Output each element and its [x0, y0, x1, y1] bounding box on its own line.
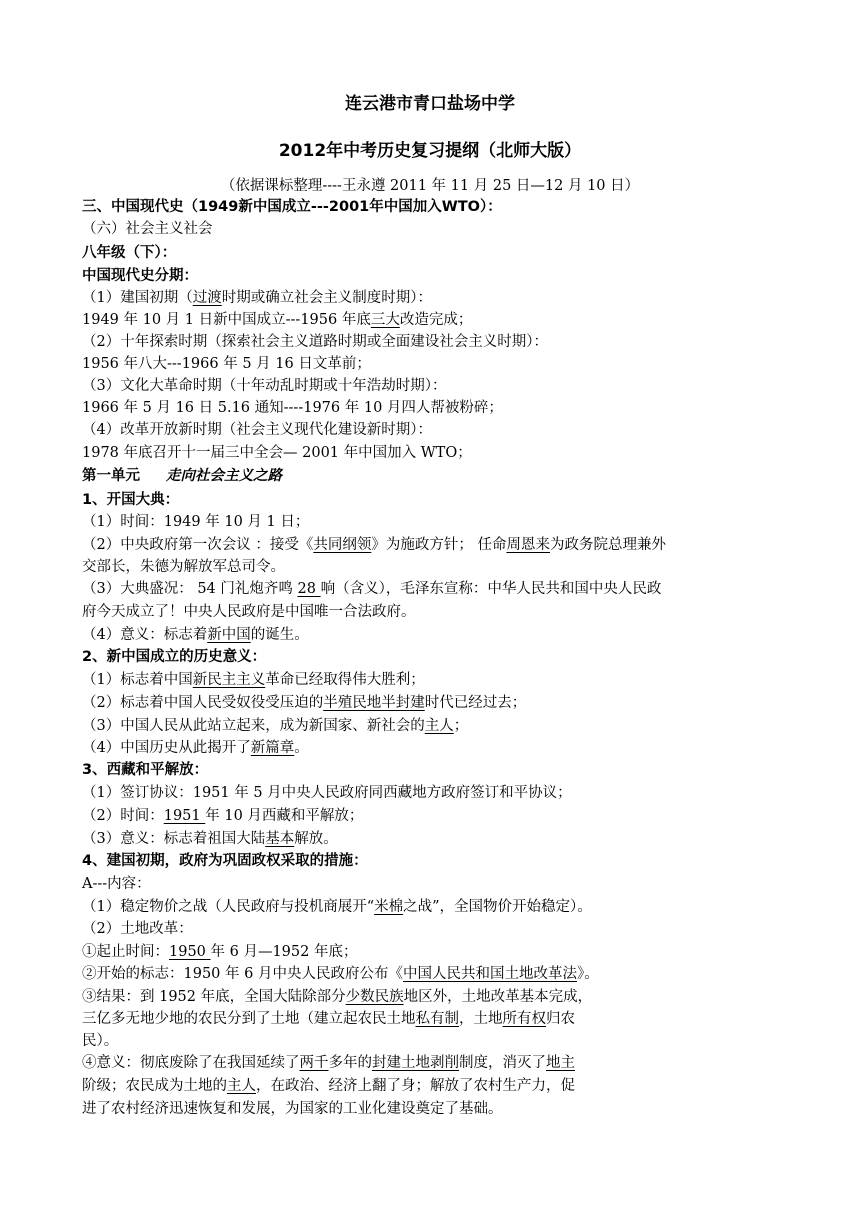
text-line: （1）稳定物价之战（人民政府与投机商展开“米棉之战”，全国物价开始稳定）。 [82, 899, 592, 915]
text-line: （4）改革开放新时期（社会主义现代化建设新时期）： [82, 422, 432, 438]
item-heading: 1、开国大典： [82, 492, 180, 508]
text-line: 民）。 [82, 1033, 119, 1049]
document-title: 2012年中考历史复习提纲（北师大版） [278, 141, 582, 161]
item-heading: 4、建国初期，政府为巩固政权采取的措施： [82, 853, 368, 869]
text-line: ④意义：彻底废除了在我国延续了两千多年的封建土地剥削制度，消灭了地主 [82, 1055, 575, 1071]
unit-heading: 第一单元 走向社会主义之路 [82, 468, 282, 484]
text-line: ②开始的标志：1950 年 6 月中央人民政府公布《中国人民共和国土地改革法》。 [82, 966, 599, 982]
text-line: （1）建国初期（过渡时期或确立社会主义制度时期）： [82, 290, 432, 306]
text-line: （3）意义：标志着祖国大陆基本解放。 [82, 831, 338, 847]
text-line: 阶级；农民成为土地的主人，在政治、经济上翻了身；解放了农村生产力，促 [82, 1078, 575, 1094]
text-line: （4）中国历史从此揭开了新篇章。 [82, 740, 309, 756]
text-line: 府今天成立了！中央人民政府是中国唯一合法政府。 [82, 604, 416, 620]
text-line: ①起止时间：1950 年 6 月—1952 年底； [82, 944, 358, 960]
text-line: （3）文化大革命时期（十年动乱时期或十年浩劫时期）： [82, 378, 447, 394]
text-line: （2）时间：1951 年 10 月西藏和平解放； [82, 808, 364, 824]
text-line: （3）中国人民从此站立起来，成为新国家、新社会的主人； [82, 718, 469, 734]
subsection-heading: （六）社会主义社会 [82, 221, 213, 237]
text-line: （4）意义：标志着新中国的诞生。 [82, 627, 309, 643]
text-line: 三亿多无地少地的农民分到了土地（建立起农民土地私有制，土地所有权归农 [82, 1011, 575, 1027]
text-line: （2）标志着中国人民受奴役受压迫的半殖民地半封建时代已经过去； [82, 695, 527, 711]
text-line: （3）大典盛况： 54 门礼炮齐鸣 28 响（含义），毛泽东宣称：中华人民共和国中央人民政 [82, 581, 662, 597]
text-line: 1978 年底召开十一届三中全会— 2001 年中国加入 WTO； [82, 445, 472, 461]
text-line: （2）土地改革： [82, 921, 193, 937]
text-line: ③结果：到 1952 年底，全国大陆除部分少数民族地区外，土地改革基本完成， [82, 989, 593, 1005]
text-line: （1）时间：1949 年 10 月 1 日； [82, 514, 310, 530]
text-line: 交部长，朱德为解放军总司令。 [82, 559, 285, 575]
document-subtitle: （依据课标整理----王永遵 2011 年 11 月 25 日—12 月 10 日） [220, 178, 640, 194]
grade-heading: 八年级（下）： [82, 245, 177, 261]
period-heading: 中国现代史分期： [82, 268, 198, 284]
school-name: 连云港市青口盐场中学 [345, 94, 515, 114]
text-line: 1949 年 10 月 1 日新中国成立---1956 年底三大改造完成； [82, 312, 473, 328]
item-heading: 2、新中国成立的历史意义： [82, 649, 267, 665]
text-line: （1）标志着中国新民主主义革命已经取得伟大胜利； [82, 672, 425, 688]
text-line: A---内容： [82, 876, 151, 892]
text-line: 1956 年八大---1966 年 5 月 16 日文革前； [82, 356, 371, 372]
section-heading: 三、中国现代史（1949新中国成立---2001年中国加入WTO）： [82, 199, 502, 215]
item-heading: 3、西藏和平解放： [82, 762, 209, 778]
text-line: 1966 年 5 月 16 日 5.16 通知----1976 年 10 月四人帮被粉碎； [82, 400, 503, 416]
text-line: （2）十年探索时期（探索社会主义道路时期或全面建设社会主义时期）： [82, 334, 548, 350]
text-line: （1）签订协议：1951 年 5 月中央人民政府同西藏地方政府签订和平协议； [82, 785, 572, 801]
text-line: 进了农村经济迅速恢复和发展，为国家的工业化建设奠定了基础。 [82, 1101, 503, 1117]
text-line: （2）中央政府第一次会议 ：接受《共同纲领》为施政方针； 任命周恩来为政务院总理兼外 [82, 537, 666, 553]
